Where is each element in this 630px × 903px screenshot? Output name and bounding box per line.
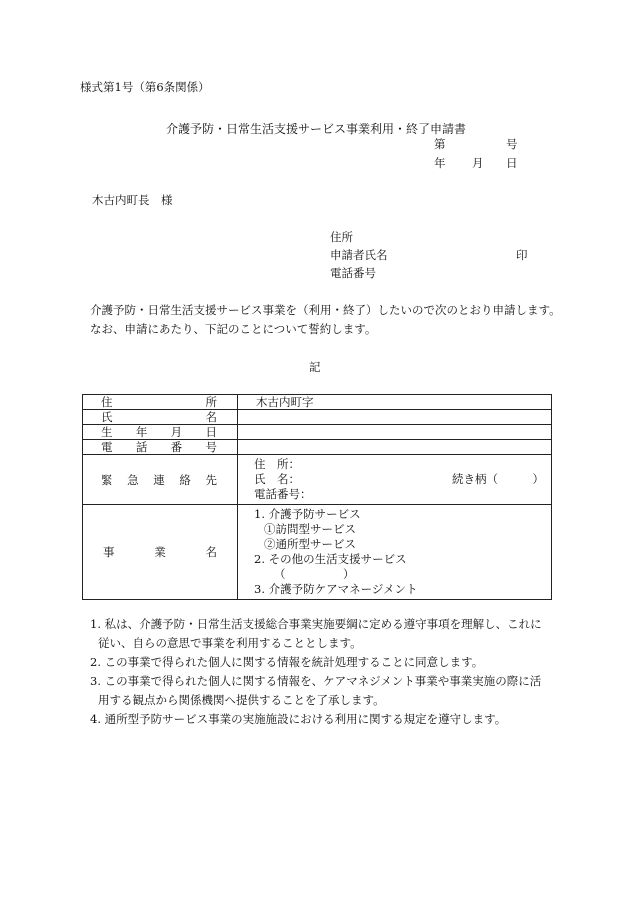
note-line: 用する観点から関係機関へ提供することを了承します。 [98,693,385,707]
number-suffix: 号 [506,137,518,151]
business-item: ①訪問型サービス [264,522,356,536]
date-day: 日 [506,156,518,170]
phone-value [238,440,552,455]
birthdate-label: 生 年 月 日 [101,425,217,439]
seal-label: 印 [516,248,528,262]
note-line: 従い、自らの意思で事業を利用することとします。 [98,636,362,650]
date-month: 月 [472,156,484,170]
document-title: 介護予防・日常生活支援サービス事業利用・終了申請書 [166,122,467,136]
addressee: 木古内町長 様 [92,193,173,207]
form-number: 様式第1号（第6条関係） [80,80,210,94]
business-item: 1. 介護予防サービス [254,507,361,521]
birthdate-value [238,425,552,440]
ki-heading: 記 [309,360,321,374]
emergency-name-label: 氏 名： [254,472,300,486]
business-item: 2. その他の生活支援サービス [254,552,407,566]
business-label: 事 業 名 [103,545,217,559]
emergency-address-label: 住 所： [254,457,300,471]
table-row-name [83,410,552,425]
applicant-name-label: 申請者氏名 [330,248,388,262]
table-row-business [83,505,552,600]
note-line: 4. 通所型予防サービス事業の実施施設における利用に関する規定を遵守します。 [90,712,507,726]
table-row-emergency [83,455,552,505]
date-year: 年 [434,156,446,170]
birthdate-label-cell [83,425,238,440]
table-row-address [83,395,552,410]
emergency-relation-label: 続き柄（ ） [452,472,544,486]
name-value [238,410,552,425]
applicant-address-label: 住所 [330,230,353,244]
applicant-phone-label: 電話番号 [330,266,376,280]
phone-label: 電 話 番 号 [101,440,217,454]
emergency-label: 緊 急 連 絡 先 [101,472,217,487]
note-line: 2. この事業で得られた個人に関する情報を統計処理することに同意します。 [90,655,484,669]
emergency-value-cell [238,455,552,505]
note-line: 1. 私は、介護予防・日常生活支援総合事業実施要綱に定める遵守事項を理解し、これに [90,617,542,631]
table-row-birthdate [83,425,552,440]
business-item: （ ） [274,567,355,581]
emergency-name-line [254,472,544,487]
phone-label-cell [83,440,238,455]
table-row-phone [83,440,552,455]
number-prefix: 第 [434,137,446,151]
business-label-cell [83,505,238,600]
address-label-cell [83,395,238,410]
business-item: 3. 介護予防ケアマネージメント [254,582,418,596]
address-label: 住 所 [101,395,217,409]
address-value: 木古内町字 [238,395,552,410]
body-line-2: なお、申請にあたり、下記のことについて誓約します。 [90,322,377,336]
body-line-1: 介護予防・日常生活支援サービス事業を（利用・終了）したいので次のとおり申請します。 [90,303,561,317]
note-line: 3. この事業で得られた個人に関する情報を、ケアマネジメント事業や事業実施の際に活 [90,674,542,688]
business-value-cell [238,505,552,600]
application-table [82,394,552,600]
emergency-phone-label: 電話番号： [254,487,312,501]
business-item: ②通所型サービス [264,537,356,551]
name-label: 氏 名 [101,410,217,424]
name-label-cell [83,410,238,425]
emergency-label-cell [83,455,238,505]
